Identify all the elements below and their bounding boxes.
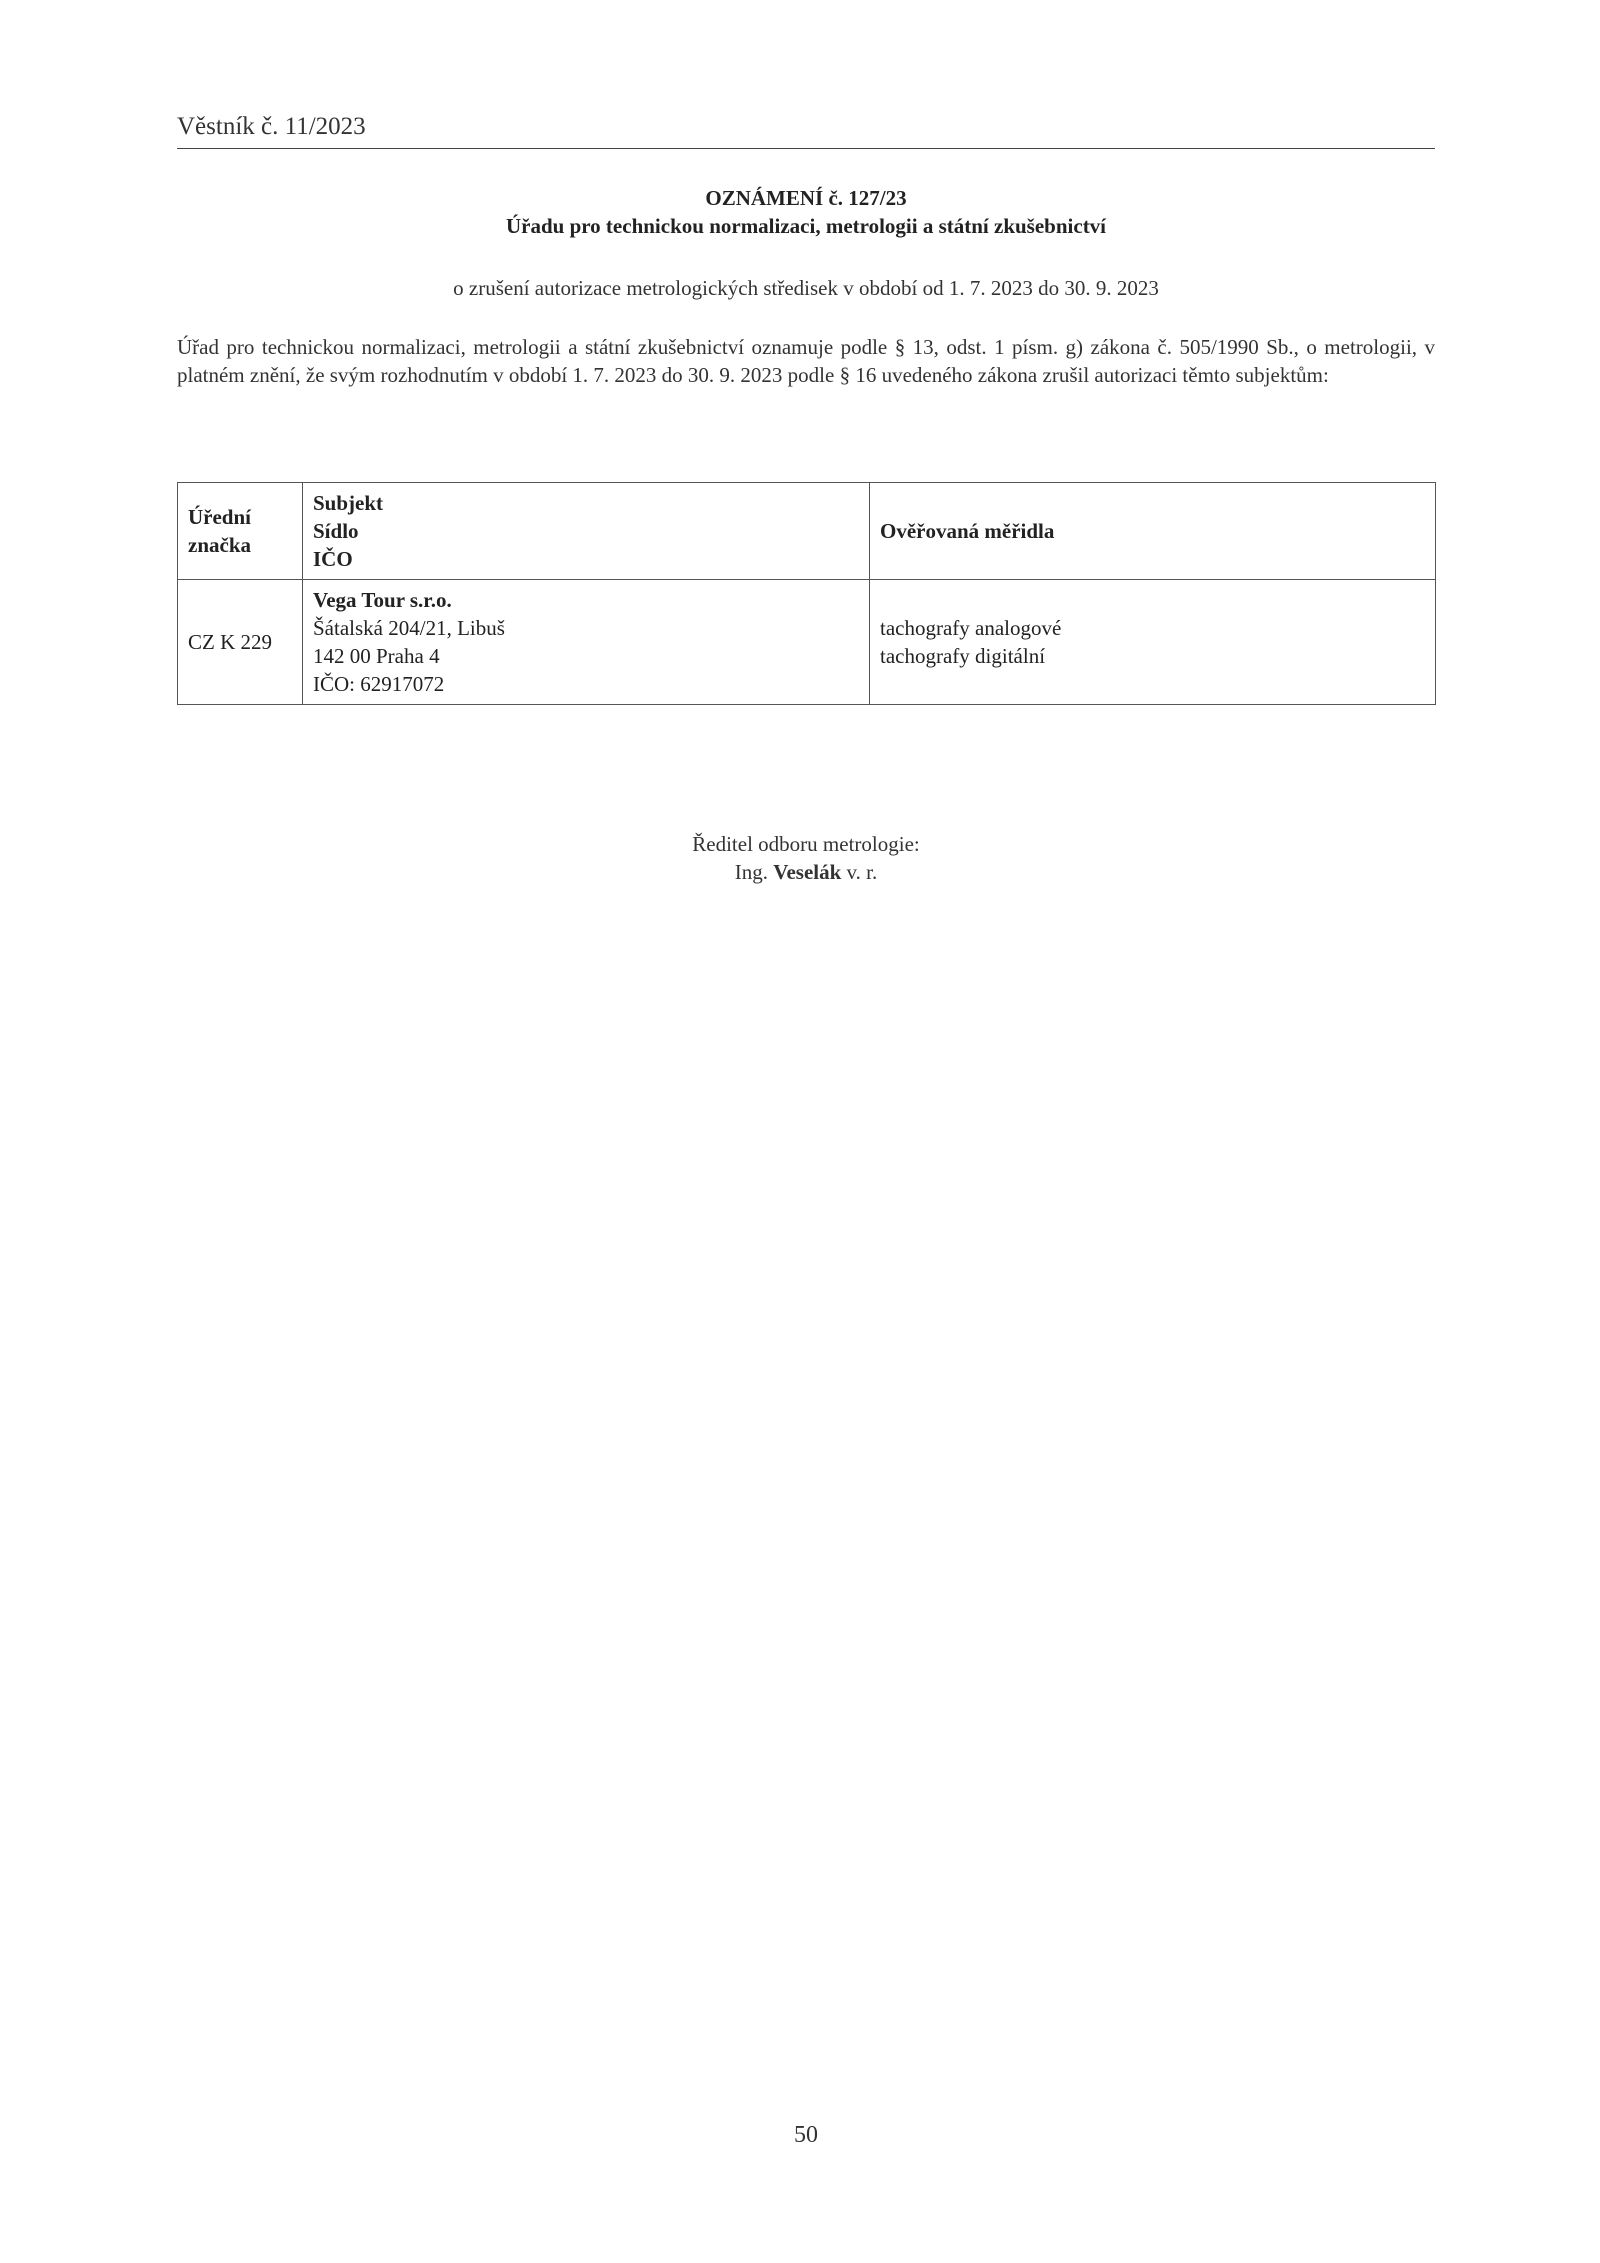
notice-subtitle: o zrušení autorizace metrologických středisek v období od 1. 7. 2023 do 30. 9. 2023 bbox=[453, 276, 1159, 300]
notice-authority: Úřadu pro technickou normalizaci, metrologii a státní zkušebnictví bbox=[505, 214, 1107, 238]
instrument-item: tachografy analogové bbox=[880, 616, 1062, 640]
header-mark-line2: značka bbox=[188, 533, 251, 557]
notice-intro-paragraph: Úřad pro technickou normalizaci, metrologii a státní zkušebnictví oznamuje podle § 13, odst. 1 písm. g) zákona č. 505/1990 Sb., o metrologii, v platném znění, že svým rozhodnutím v období 1. 7. 2023 do 30. 9. 2023 podle § 16 uvedeného zákona zrušil autorizaci těmto subjektům: bbox=[177, 335, 1435, 387]
cell-subject bbox=[303, 580, 870, 705]
instrument-item: tachografy digitální bbox=[880, 644, 1046, 668]
page-header bbox=[177, 112, 1435, 149]
cell-official-mark: CZ K 229 bbox=[178, 580, 303, 705]
header-subject-line1: Subjekt bbox=[313, 491, 384, 515]
subject-address-line2: 142 00 Praha 4 bbox=[313, 644, 440, 668]
header-mark-line1: Úřední bbox=[188, 505, 251, 529]
subject-name: Vega Tour s.r.o. bbox=[313, 588, 452, 612]
signature-line bbox=[177, 858, 1435, 886]
notice-title: OZNÁMENÍ č. 127/23 bbox=[705, 186, 907, 210]
signature-block bbox=[177, 830, 1435, 886]
subject-address-line1: Šátalská 204/21, Libuš bbox=[313, 616, 505, 640]
journal-issue-label: Věstník č. 11/2023 bbox=[177, 113, 366, 140]
signature-suffix: v. r. bbox=[846, 860, 878, 884]
header-official-mark bbox=[178, 483, 303, 580]
header-subject bbox=[303, 483, 870, 580]
table-header-row bbox=[178, 483, 1436, 580]
signature-name: Veselák bbox=[773, 860, 842, 884]
header-subject-line3: IČO bbox=[313, 547, 353, 571]
header-instruments: Ověřovaná měřidla bbox=[870, 483, 1436, 580]
cell-instruments bbox=[870, 580, 1436, 705]
signature-prefix: Ing. bbox=[734, 860, 768, 884]
header-subject-line2: Sídlo bbox=[313, 519, 359, 543]
subject-ico: IČO: 62917072 bbox=[313, 672, 445, 696]
page-number: 50 bbox=[794, 2122, 818, 2148]
revoked-entities-table bbox=[177, 482, 1436, 705]
table-row bbox=[178, 580, 1436, 705]
signature-role: Ředitel odboru metrologie: bbox=[692, 832, 920, 856]
notice-title-block bbox=[177, 184, 1435, 240]
